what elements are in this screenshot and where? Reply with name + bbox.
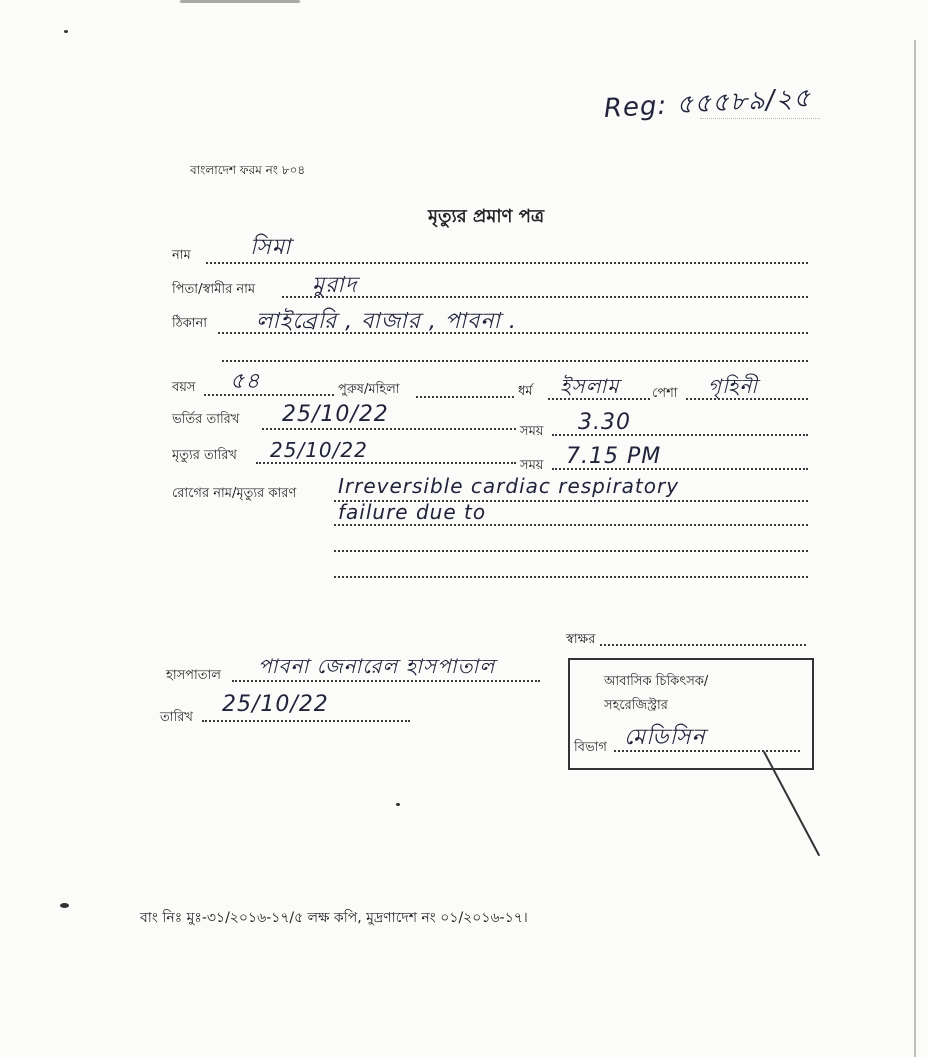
admission-date-line [262,428,516,430]
seal-designation-line1: আবাসিক চিকিৎসক/ [604,674,709,689]
registration-number: Reg: ৫৫৫৮৯/২৫ [603,83,812,124]
death-date-label: মৃত্যুর তারিখ [172,448,237,463]
admission-time-label: সময় [520,424,544,439]
age-value: ৫৪ [230,369,261,394]
scan-speck [396,803,400,806]
age-label: বয়স [172,380,196,395]
name-label: নাম [172,248,191,263]
occupation-label: পেশা [652,386,678,401]
reg-dotted-line [700,118,820,119]
cause-label: রোগের নাম/মৃত্যুর কারণ [172,486,297,501]
address-line-2 [222,360,808,362]
father-husband-label: পিতা/স্বামীর নাম [172,282,256,297]
admission-time-value: 3.30 [578,410,631,435]
sex-line [416,396,514,398]
death-date-line [256,462,516,464]
department-label: বিভাগ [574,740,607,755]
date-value: 25/10/22 [222,692,329,717]
scan-artifact [180,0,300,3]
print-order-footer: বাং নিঃ মুঃ-৩১/২০১৬-১৭/৫ লক্ষ কপি, মুদ্রণাদেশ নং ০১/২০১৬-১৭। [140,910,528,926]
cause-value-line2: failure due to [338,500,487,524]
address-label: ঠিকানা [172,316,208,331]
signature-line [600,644,806,646]
seal-designation-line2: সহরেজিস্ট্রার [604,698,668,713]
admission-date-value: 25/10/22 [282,402,389,427]
age-line [204,394,334,396]
date-line [202,720,410,722]
cause-line-3 [334,550,808,552]
document-title: মৃত্যুর প্রমাণ পত্র [428,206,545,227]
cause-line-4 [334,576,808,578]
religion-label: ধর্ম [518,384,533,399]
address-value: লাইব্রেরি , বাজার , পাবনা . [256,309,517,334]
admission-date-label: ভর্তির তারিখ [172,412,240,427]
paper-edge [914,40,916,1057]
death-time-value: 7.15 PM [566,444,662,469]
sex-label: পুরুষ/মহিলা [338,382,400,397]
religion-value: ইসলাম [560,374,620,398]
form-number: বাংলাদেশ ফরম নং ৮০৪ [190,163,306,177]
scan-speck [60,903,69,908]
scan-speck [64,30,68,33]
hospital-label: হাসপাতাল [166,668,221,683]
occupation-value: গৃহিনী [708,374,758,398]
father-husband-line [282,296,808,298]
name-value: সিমা [250,235,292,260]
death-date-value: 25/10/22 [270,438,368,462]
signature-label: স্বাক্ষর [566,632,596,647]
cause-value-line1: Irreversible cardiac respiratory [338,474,680,498]
hospital-value: পাবনা জেনারেল হাসপাতাল [258,654,496,678]
death-time-label: সময় [520,458,544,473]
name-line [206,262,808,264]
cause-line-2 [334,524,808,526]
department-value: মেডিসিন [624,725,706,750]
date-label: তারিখ [160,710,193,725]
father-husband-value: মুরাদ [312,273,358,298]
